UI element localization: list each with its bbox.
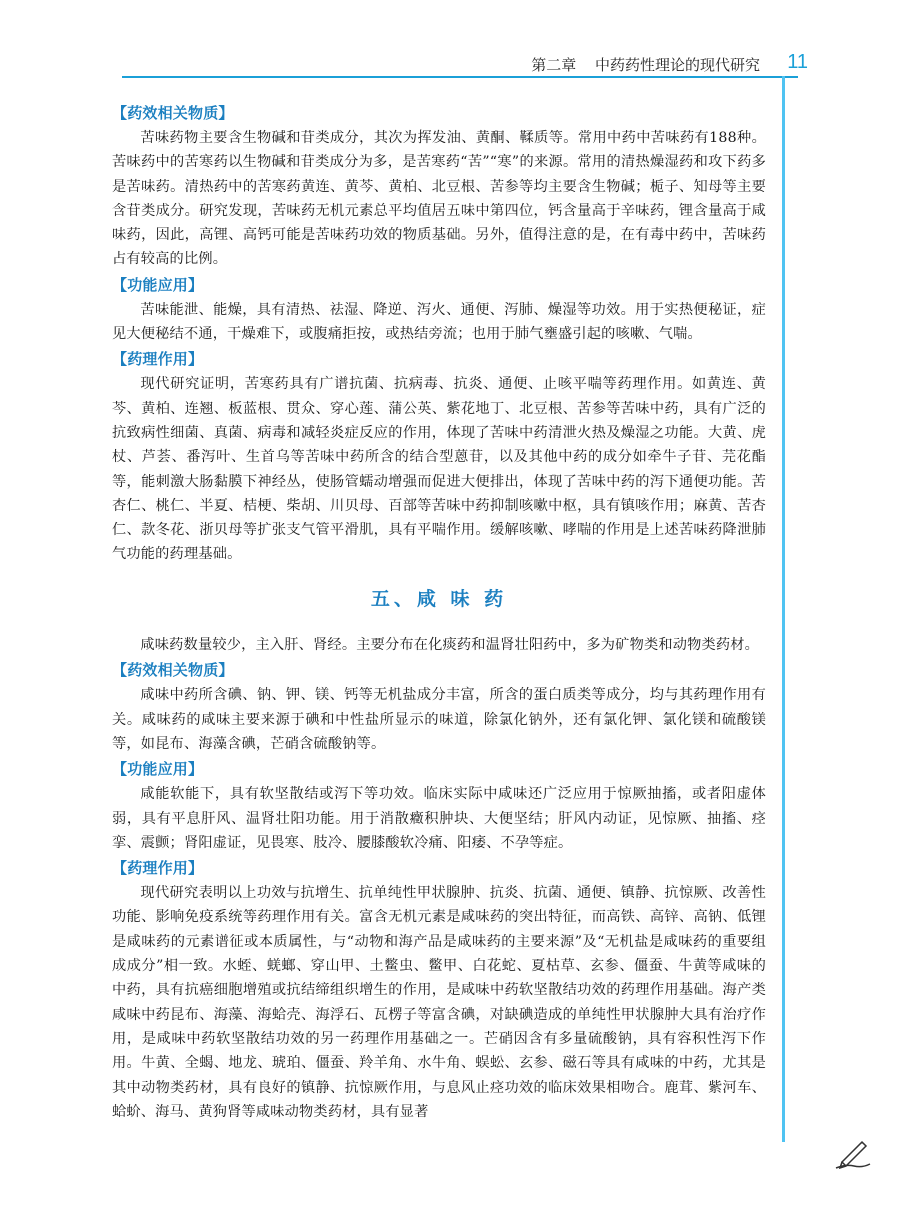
pen-icon (832, 1138, 872, 1174)
bitter-pharmacology-paragraph: 现代研究证明，苦寒药具有广谱抗菌、抗病毒、抗炎、通便、止咳平喘等药理作用。如黄连、黄芩、黄柏、连翘、板蓝根、贯众、穿心莲、蒲公英、紫花地丁、北豆根、苦参等苦味中药，具有广泛的抗致病性细菌、真菌、病毒和减轻炎症反应的作用，体现了苦味中药清泄火热及燥湿之功能。大黄、虎杖、芦荟、番泻叶、生首乌等苦味中药所含的结合型蒽苷，以及其他中药的成分如牵牛子苷、芫花酯等，能刺激大肠黏膜下神经丛，使肠管蠕动增强而促进大便排出，体现了苦味中药的泻下通便功能。苦杏仁、桃仁、半夏、桔梗、柴胡、川贝母、百部等苦味中药抑制咳嗽中枢，具有镇咳作用；麻黄、苦杏仁、款冬花、浙贝母等扩张支气管平滑肌，具有平喘作用。缓解咳嗽、哮喘的作用是上述苦味药降泄肺气功能的药理基础。 (112, 376, 766, 563)
chapter-label: 第二章 (531, 56, 577, 74)
tag-bitter-substances: 【药效相关物质】 (112, 104, 234, 122)
header-rule (122, 76, 798, 78)
salty-pharmacology-paragraph: 现代研究表明以上功效与抗增生、抗单纯性甲状腺肿、抗炎、抗菌、通便、镇静、抗惊厥、改善性功能、影响免疫系统等药理作用有关。富含无机元素是咸味药的突出特征，而高铁、高锌、高钠、低锂是咸味药的元素谱征或本质属性，与“动物和海产品是咸味药的主要来源”及“无机盐是咸味药的重要组成成分”相一致。水蛭、蜣螂、穿山甲、土鳖虫、鳖甲、白花蛇、夏枯草、玄参、僵蚕、牛黄等咸味的中药，具有抗癌细胞增殖或抗结缔组织增生的作用，是咸味中药软坚散结功效的药理作用基础。海产类咸味中药昆布、海藻、海蛤壳、海浮石、瓦楞子等富含碘，对缺碘造成的单纯性甲状腺肿大具有治疗作用，是咸味中药软坚散结功效的另一药理作用基础之一。芒硝因含有多量硫酸钠，具有容积性泻下作用。牛黄、全蝎、地龙、琥珀、僵蚕、羚羊角、水牛角、蜈蚣、玄参、磁石等具有咸味的中药，尤其是其中动物类药材，具有良好的镇静、抗惊厥作用，与息风止痉功效的临床效果相吻合。鹿茸、紫河车、蛤蚧、海马、黄狗肾等咸味动物类药材，具有显著 (112, 885, 766, 1120)
tag-salty-pharmacology: 【药理作用】 (112, 859, 204, 878)
tag-salty-substances: 【药效相关物质】 (112, 661, 234, 680)
salty-substances-paragraph: 咸味中药所含碘、钠、钾、镁、钙等无机盐成分丰富，所含的蛋白质类等成分，均与其药理作用有关。咸味药的咸味主要来源于碘和中性盐所显示的味道，除氯化钠外，还有氯化钾、氯化镁和硫酸镁等，如昆布、海藻含碘，芒硝含硫酸钠等。 (112, 687, 766, 752)
section-heading-salty: 五、咸 味 药 (370, 587, 508, 610)
chapter-title: 中药药性理论的现代研究 (594, 56, 760, 74)
tag-bitter-functions: 【功能应用】 (112, 275, 204, 294)
bitter-functions-paragraph: 苦味能泄、能燥，具有清热、祛湿、降逆、泻火、通便、泻肺、燥湿等功效。用于实热便秘证，症见大便秘结不通，干燥难下，或腹痛拒按，或热结旁流；也用于肺气壅盛引起的咳嗽、气喘。 (112, 301, 766, 343)
tag-salty-functions: 【功能应用】 (112, 760, 204, 779)
page-number: 11 (787, 51, 808, 73)
salty-intro-paragraph: 咸味药数量较少，主入肝、肾经。主要分布在化痰药和温肾壮阳药中，多为矿物类和动物类药材。 (140, 637, 760, 654)
salty-functions-paragraph: 咸能软能下，具有软坚散结或泻下等功效。临床实际中咸味还广泛应用于惊厥抽搐，或者阳虚体弱，具有平息肝风、温肾壮阳功能。用于消散癥积肿块、大便坚结；肝风内动证，见惊厥、抽搐、痉挛、震颤；肾阳虚证，见畏寒、肢冷、腰膝酸软冷痛、阳痿、不孕等症。 (112, 786, 766, 851)
bitter-substances-paragraph: 苦味药物主要含生物碱和苷类成分，其次为挥发油、黄酮、鞣质等。常用中药中苦味药有188种。苦味药中的苦寒药以生物碱和苷类成分为多，是苦寒药“苦”“寒”的来源。常用的清热燥湿药和攻下药多是苦味药。清热药中的苦寒药黄连、黄芩、黄柏、北豆根、苦参等均主要含生物碱；栀子、知母等主要含苷类成分。研究发现，苦味药无机元素总平均值居五味中第四位，钙含量高于辛味药，锂含量高于咸味药，因此，高锂、高钙可能是苦味药功效的物质基础。另外，值得注意的是，在有毒中药中，苦味药占有较高的比例。 (112, 130, 766, 268)
margin-rule (782, 76, 785, 1142)
page-header (0, 0, 900, 80)
page-body (112, 100, 766, 1124)
tag-bitter-pharmacology: 【药理作用】 (112, 350, 204, 369)
running-head (531, 54, 760, 75)
